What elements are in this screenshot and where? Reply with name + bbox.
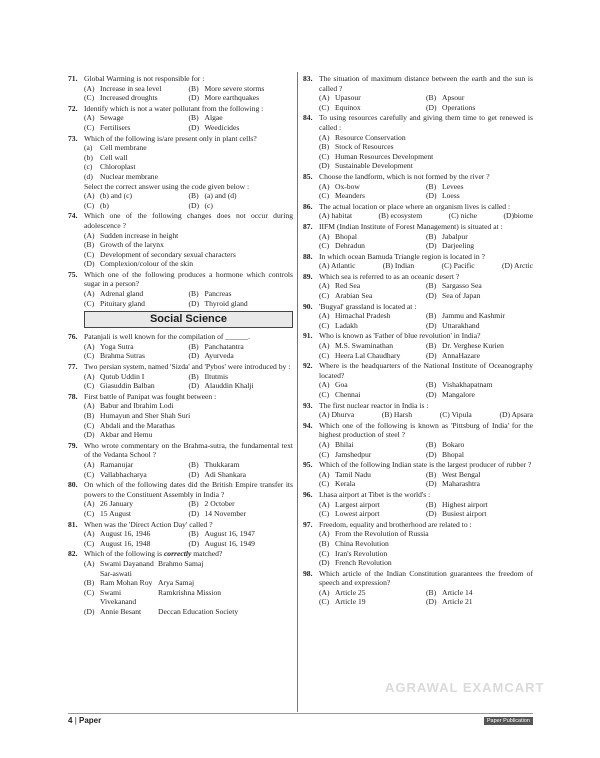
question-78 (68, 392, 293, 440)
question-text: To using resources carefully and giving them time to get renewed is called : (319, 113, 533, 132)
publisher-badge: Paper Publication (484, 717, 533, 725)
question-number: 81. (68, 519, 78, 529)
question-text: Lhasa airport at Tibet is the world's : (319, 489, 431, 499)
option: (D) French Revolution (319, 558, 392, 568)
option: (D) Mangalore (426, 390, 475, 399)
option: (A) Adrenal gland (84, 289, 144, 299)
option: (B) (a) and (d) (188, 191, 237, 201)
question-82 (68, 549, 293, 616)
option: (A) Himachal Pradesh (319, 311, 391, 321)
statement: (c) Chloroplast (84, 162, 136, 172)
option: (D) Alauddin Khalji (188, 381, 254, 391)
question-number: 93. (303, 400, 313, 410)
option: (A) Yoga Sutra (84, 341, 134, 351)
question-text: The first nuclear reactor in India is : (319, 400, 429, 410)
statement: (d) Nuclear membrane (84, 171, 158, 181)
option: (A) Sudden increase in height (84, 230, 179, 240)
footer-separator: | (74, 716, 77, 725)
option: (A) Increase in sea level (84, 83, 162, 93)
question-text: Global Warming is not responsible for : (84, 74, 205, 83)
question-77 (68, 362, 293, 391)
question-87 (303, 222, 533, 251)
option: (D) Thyroid gland (188, 298, 248, 308)
question-79 (68, 441, 293, 479)
question-number: 89. (303, 271, 313, 281)
option: (A) Bhopal (319, 231, 357, 241)
option: (A) Atlantic (319, 261, 356, 271)
option: (C) Giasuddin Balban (84, 381, 155, 391)
option: (D)biome (503, 211, 533, 221)
question-text: First battle of Panipat was fought between : (84, 391, 217, 401)
question-number: 98. (303, 568, 313, 578)
question-74 (68, 211, 293, 269)
question-text: Which of the following is/are present only in plant cells? (84, 133, 257, 143)
question-number: 96. (303, 489, 313, 499)
option: (A) From the Revolution of Russia (319, 529, 429, 539)
option: (B) Humayun and Sher Shah Suri (84, 411, 191, 420)
column-divider (297, 72, 298, 712)
option: (B) ecosystem (378, 211, 423, 221)
option: (D) Sea of Japan (426, 291, 481, 301)
question-text: When was the 'Direct Action Day' called ? (84, 519, 213, 529)
question-81 (68, 520, 293, 549)
option: (A) Ox-bow (319, 181, 360, 191)
option: (A) Babur and Ibrahim Lodi (84, 401, 174, 411)
section-heading: Social Science (84, 311, 293, 328)
option: (B) 2 October (188, 499, 235, 509)
question-91 (303, 331, 533, 360)
question-89 (303, 272, 533, 301)
question-number: 87. (303, 221, 313, 231)
option: (D) Sustainable Development (319, 161, 413, 171)
question-96 (303, 490, 533, 519)
option: (A) Upasour (319, 93, 361, 103)
question-93 (303, 401, 533, 420)
option: (C) Chennai (319, 390, 361, 399)
question-text: Patanjali is well known for the compilation of ______. (84, 332, 250, 342)
option: (D) Arctic (501, 261, 533, 271)
question-86 (303, 202, 533, 221)
option: (B) Stock of Resources (319, 142, 394, 152)
option: (C) Jamshedpur (319, 449, 372, 459)
question-text: The actual location or place where an organism lives is called : (319, 201, 511, 211)
option: (B) Iltutmis (188, 371, 229, 381)
option: (B) Jabalpur (426, 231, 468, 241)
option: (B) Growth of the larynx (84, 240, 164, 250)
option: (C) Arabian Sea (319, 291, 373, 301)
option: (B) China Revolution (319, 538, 389, 548)
statement: (a) Cell membrane (84, 143, 147, 153)
right-column (303, 74, 533, 608)
option: (C) Development of secondary sexual characters (84, 249, 236, 259)
page-footer (68, 713, 533, 728)
question-text: The situation of maximum distance between the earth and the sun is called ? (319, 74, 533, 93)
question-text: In which ocean Bamuda Triangle region is located in ? (319, 251, 485, 261)
option: (C) Kerala (319, 479, 356, 489)
option: (D) Operations (426, 102, 476, 112)
question-number: 78. (68, 391, 78, 401)
question-76 (68, 332, 293, 361)
option: (A) Sewage (84, 113, 124, 123)
question-text: On which of the following dates did the British Empire transfer its powers to the Constituent Assembly in India ? (84, 480, 293, 499)
option: (B) Highest airport (426, 499, 488, 509)
option: (D) (c) (188, 200, 213, 210)
question-97 (303, 520, 533, 568)
option: (D) Article 21 (426, 597, 473, 607)
question-number: 74. (68, 211, 78, 221)
question-90 (303, 302, 533, 331)
question-84 (303, 113, 533, 171)
question-text: Freedom, equality and brotherhood are related to : (319, 519, 472, 529)
question-text: Which one of the following changes does not occur during adolescence ? (84, 211, 293, 230)
option: (C) (b) (84, 200, 109, 210)
question-text: Two persian system, named 'Sizda' and 'Pybos' were introduced by : (84, 362, 291, 372)
option: (B) Levees (426, 181, 464, 191)
question-71 (68, 74, 293, 103)
question-number: 95. (303, 460, 313, 470)
option: (A) August 16, 1946 (84, 529, 151, 539)
option: (B) Panchatantra (188, 341, 244, 351)
option: (D) Adi Shankara (188, 469, 247, 479)
footer-label: Paper (79, 716, 102, 725)
option: (D) AnnaHazare (426, 350, 480, 360)
option: (B) Sargasso Sea (426, 281, 482, 291)
question-92 (303, 361, 533, 399)
option: (D) Loess (426, 191, 460, 201)
option: (A) Red Sea (319, 281, 361, 291)
option: (C) Increased droughts (84, 93, 158, 103)
option: (C) niche (448, 211, 478, 221)
option: (C) Heera Lal Chaudhary (319, 350, 401, 360)
option: (D) Maharashtra (426, 479, 480, 489)
question-text: Which one of the following produces a hormone which controls sugar in a person? (84, 269, 293, 289)
option: (B) Bokaro (426, 439, 465, 449)
question-94 (303, 421, 533, 459)
option: (C) Fertilisers (84, 122, 131, 132)
option: (A) Bhilai (319, 439, 354, 449)
question-72 (68, 104, 293, 133)
question-number: 71. (68, 74, 78, 83)
option: (A) Tamil Nadu (319, 469, 371, 479)
option: (D) More earthquakes (188, 93, 260, 103)
instruction-text: Select the correct answer using the code given below : (84, 181, 250, 191)
option: (B) Harsh (381, 410, 413, 420)
option: (C) Article 19 (319, 597, 366, 607)
question-88 (303, 252, 533, 271)
question-text: Which one of the following is known as 'Pittsburg of India' for the highest production of steel ? (319, 420, 533, 440)
option: (B) August 16, 1947 (188, 529, 255, 539)
question-text: Who wrote commentary on the Brahma-sutra, the fundamental text of the Vedanta School ? (84, 440, 293, 460)
question-number: 94. (303, 420, 313, 430)
option: (B) Pancreas (188, 289, 232, 299)
question-number: 75. (68, 269, 78, 279)
option: (C) 15 August (84, 508, 132, 518)
left-column (68, 74, 293, 617)
option: (A) habitat (319, 211, 353, 221)
match-table: (A) Swami Dayanand Sar-aswati Brahmo Samaj (B) Ram Mohan Roy Arya Samaj (C) Swami Vivekanand Ramkrishna Mission (D) Annie Besant Deccan Education Society (84, 558, 239, 616)
option: (B) West Bengal (426, 469, 481, 479)
option: (B) Indian (382, 261, 415, 271)
option: (D) Darjeeling (426, 241, 475, 251)
option: (B) Apsour (426, 93, 465, 103)
option: (C) Brahma Sutras (84, 351, 145, 361)
option: (B) Vishakhapatnam (426, 380, 493, 390)
option: (B) Dr. Verghese Kurien (426, 341, 504, 351)
page-number: 4 (68, 716, 73, 725)
question-number: 80. (68, 480, 78, 490)
question-95 (303, 460, 533, 489)
option: (B) Jammu and Kashmir (426, 311, 505, 321)
option: (C) Dehradun (319, 241, 365, 251)
question-number: 97. (303, 519, 313, 529)
option: (A) Largest airport (319, 499, 380, 509)
option: (C) Vallabhacharya (84, 469, 147, 479)
question-text: 'Bugyal' grassland is located at : (319, 301, 417, 311)
option: (A) Article 25 (319, 587, 366, 597)
question-text: Which of the following is correctly matched? (84, 549, 223, 559)
option: (C) Equinox (319, 102, 361, 112)
option: (D) Busiest airport (426, 509, 487, 519)
option: (D) 14 November (188, 508, 247, 518)
option: (C) Iran's Revolution (319, 548, 388, 558)
question-number: 77. (68, 362, 78, 372)
question-75 (68, 270, 293, 308)
option: (A) 26 January (84, 499, 134, 509)
option: (D) Ayurveda (188, 351, 234, 361)
option: (A) Goa (319, 380, 348, 390)
question-number: 72. (68, 103, 78, 113)
question-number: 83. (303, 74, 313, 83)
option: (D) Apsara (499, 410, 533, 420)
statement: (b) Cell wall (84, 152, 128, 162)
option: (C) Ladakh (319, 320, 358, 330)
question-text: Which of the following Indian state is the largest producer of rubber ? (319, 460, 532, 470)
option: (C) Vipula (439, 410, 472, 420)
option: (B) Algae (188, 113, 223, 123)
option: (C) Lowest airport (319, 509, 380, 519)
option: (C) August 16, 1948 (84, 538, 151, 548)
question-text: Identify which is not a water pollutant from the following : (84, 103, 264, 113)
question-80 (68, 480, 293, 518)
question-number: 92. (303, 361, 313, 371)
question-73 (68, 134, 293, 211)
option: (A) Ramanujar (84, 459, 134, 469)
option: (A) M.S. Swaminathan (319, 341, 394, 351)
option: (C) Human Resources Development (319, 151, 434, 161)
option: (D) Complexion/colour of the skin (84, 259, 194, 269)
option: (C) Abdali and the Marathas (84, 420, 175, 430)
option: (C) Meanders (319, 191, 365, 201)
question-number: 85. (303, 171, 313, 181)
option: (A) Resource Conservation (319, 132, 406, 142)
option: (C) Pituitary gland (84, 298, 145, 308)
option: (D) Weedicides (188, 122, 240, 132)
option: (A) Dhurva (319, 410, 355, 420)
option: (A) (b) and (c) (84, 191, 133, 201)
option: (B) Thukkaram (188, 459, 240, 469)
option: (D) August 16, 1949 (188, 538, 255, 548)
question-number: 79. (68, 440, 78, 450)
question-number: 73. (68, 133, 78, 143)
question-83 (303, 74, 533, 112)
question-number: 86. (303, 201, 313, 211)
option: (D) Uttarakhand (426, 320, 480, 330)
question-number: 88. (303, 251, 313, 261)
question-text: Which sea is referred to as an oceanic desert ? (319, 271, 460, 281)
question-text: Which article of the Indian Constitution guarantees the freedom of speech and expression? (319, 568, 533, 588)
question-text: IIFM (Indian Institute of Forest Management) is situated at : (319, 221, 503, 231)
question-85 (303, 172, 533, 201)
question-98 (303, 569, 533, 607)
question-number: 84. (303, 113, 313, 123)
watermark: AGRAWAL EXAMCART (385, 680, 545, 695)
option: (B) More severe storms (188, 83, 265, 93)
question-number: 90. (303, 301, 313, 311)
option: (B) Article 14 (426, 587, 473, 597)
question-text: Who is known as 'Father of blue revolution' in India? (319, 331, 481, 341)
question-text: Where is the headquarters of the National Institute of Oceanography located? (319, 361, 533, 380)
question-number: 82. (68, 549, 78, 559)
question-text: Choose the landform, which is not formed by the river ? (319, 171, 490, 181)
question-number: 76. (68, 332, 78, 342)
option: (C) Pacific (441, 261, 475, 271)
option: (A) Qutub Uddin I (84, 371, 145, 381)
option: (D) Akbar and Hemu (84, 430, 153, 440)
question-number: 91. (303, 331, 313, 341)
option: (D) Bhopal (426, 449, 464, 459)
